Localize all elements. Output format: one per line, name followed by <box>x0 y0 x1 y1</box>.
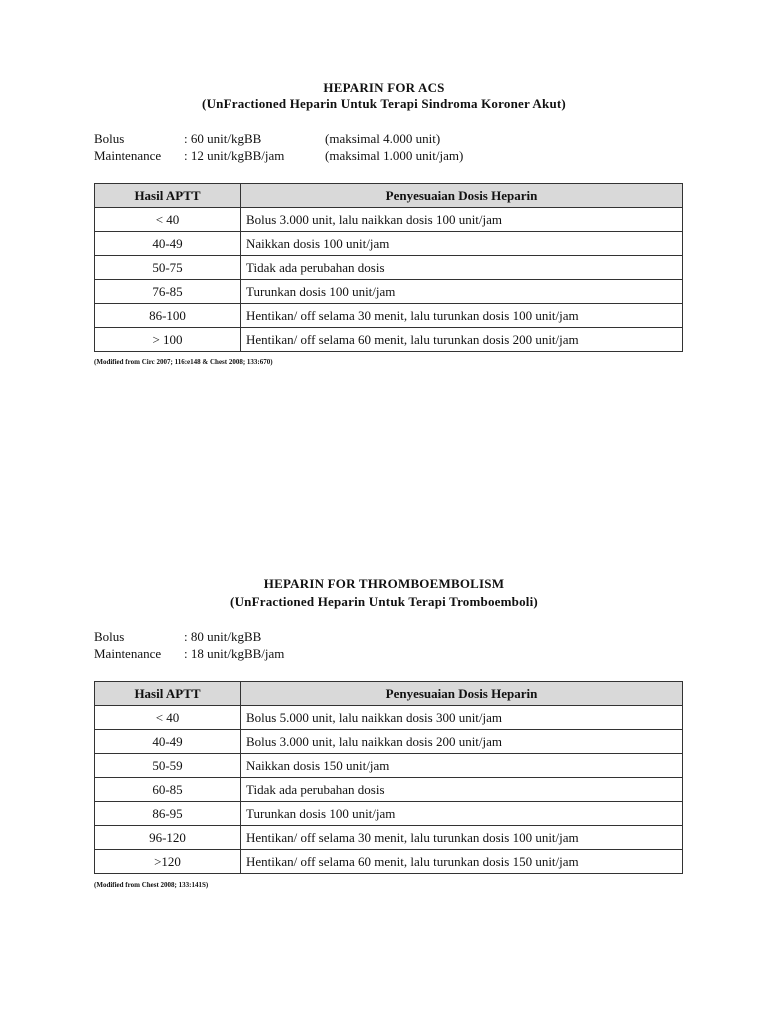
table-row <box>95 280 683 304</box>
aptt-cell: 40-49 <box>95 232 241 256</box>
dose-adjustment-cell: Tidak ada perubahan dosis <box>241 256 683 280</box>
table-row <box>95 706 683 730</box>
aptt-cell: < 40 <box>95 208 241 232</box>
tromboemboli-dose-table <box>94 681 683 874</box>
acs-bolus-value: : 60 unit/kgBB <box>184 131 262 146</box>
aptt-cell: > 100 <box>95 328 241 352</box>
table-row <box>95 232 683 256</box>
table-row <box>95 754 683 778</box>
tromboemboli-bolus-value: : 80 unit/kgBB <box>184 629 262 644</box>
dose-adjustment-cell: Naikkan dosis 100 unit/jam <box>241 232 683 256</box>
dose-adjustment-cell: Naikkan dosis 150 unit/jam <box>241 754 683 778</box>
aptt-cell: 86-100 <box>95 304 241 328</box>
aptt-cell: < 40 <box>95 706 241 730</box>
table-row <box>95 304 683 328</box>
acs-subtitle: (UnFractioned Heparin Untuk Terapi Sindroma Koroner Akut) <box>202 96 566 111</box>
header-penyesuaian-dosis: Penyesuaian Dosis Heparin <box>241 682 683 706</box>
header-hasil-aptt: Hasil APTT <box>95 184 241 208</box>
acs-title: HEPARIN FOR ACS <box>323 80 445 95</box>
aptt-cell: 50-59 <box>95 754 241 778</box>
header-penyesuaian-dosis: Penyesuaian Dosis Heparin <box>241 184 683 208</box>
table-row <box>95 328 683 352</box>
tromboemboli-maintenance-label: Maintenance <box>94 646 162 661</box>
table-row <box>95 208 683 232</box>
dose-adjustment-cell: Turunkan dosis 100 unit/jam <box>241 280 683 304</box>
table-header-row <box>95 682 683 706</box>
aptt-cell: 60-85 <box>95 778 241 802</box>
dose-adjustment-cell: Turunkan dosis 100 unit/jam <box>241 802 683 826</box>
tromboemboli-title: HEPARIN FOR THROMBOEMBOLISM <box>263 576 505 591</box>
dose-adjustment-cell: Bolus 3.000 unit, lalu naikkan dosis 200 unit/jam <box>241 730 683 754</box>
dose-adjustment-cell: Hentikan/ off selama 60 menit, lalu turunkan dosis 200 unit/jam <box>241 328 683 352</box>
table-header-row <box>95 184 683 208</box>
acs-footnote: (Modified from Circ 2007; 116:e148 & Chest 2008; 133:670) <box>94 358 273 366</box>
dose-adjustment-cell: Bolus 5.000 unit, lalu naikkan dosis 300 unit/jam <box>241 706 683 730</box>
table-row <box>95 730 683 754</box>
table-row <box>95 826 683 850</box>
table-row <box>95 850 683 874</box>
dose-adjustment-cell: Hentikan/ off selama 60 menit, lalu turunkan dosis 150 unit/jam <box>241 850 683 874</box>
table-row <box>95 256 683 280</box>
aptt-cell: 86-95 <box>95 802 241 826</box>
tromboemboli-subtitle: (UnFractioned Heparin Untuk Terapi Tromboemboli) <box>230 594 538 609</box>
dose-adjustment-cell: Hentikan/ off selama 30 menit, lalu turunkan dosis 100 unit/jam <box>241 304 683 328</box>
acs-maintenance-value: : 12 unit/kgBB/jam <box>184 148 285 163</box>
acs-maintenance-note: (maksimal 1.000 unit/jam) <box>325 148 464 163</box>
tromboemboli-bolus-label: Bolus <box>94 629 125 644</box>
tromboemboli-footnote: (Modified from Chest 2008; 133:141S) <box>94 881 209 889</box>
header-hasil-aptt: Hasil APTT <box>95 682 241 706</box>
aptt-cell: 76-85 <box>95 280 241 304</box>
aptt-cell: >120 <box>95 850 241 874</box>
dose-adjustment-cell: Bolus 3.000 unit, lalu naikkan dosis 100 unit/jam <box>241 208 683 232</box>
table-row <box>95 802 683 826</box>
aptt-cell: 50-75 <box>95 256 241 280</box>
acs-bolus-label: Bolus <box>94 131 125 146</box>
acs-dose-table <box>94 183 683 352</box>
dose-adjustment-cell: Hentikan/ off selama 30 menit, lalu turunkan dosis 100 unit/jam <box>241 826 683 850</box>
dose-adjustment-cell: Tidak ada perubahan dosis <box>241 778 683 802</box>
aptt-cell: 40-49 <box>95 730 241 754</box>
acs-maintenance-label: Maintenance <box>94 148 162 163</box>
tromboemboli-maintenance-value: : 18 unit/kgBB/jam <box>184 646 285 661</box>
aptt-cell: 96-120 <box>95 826 241 850</box>
acs-bolus-note: (maksimal 4.000 unit) <box>325 131 441 146</box>
table-row <box>95 778 683 802</box>
